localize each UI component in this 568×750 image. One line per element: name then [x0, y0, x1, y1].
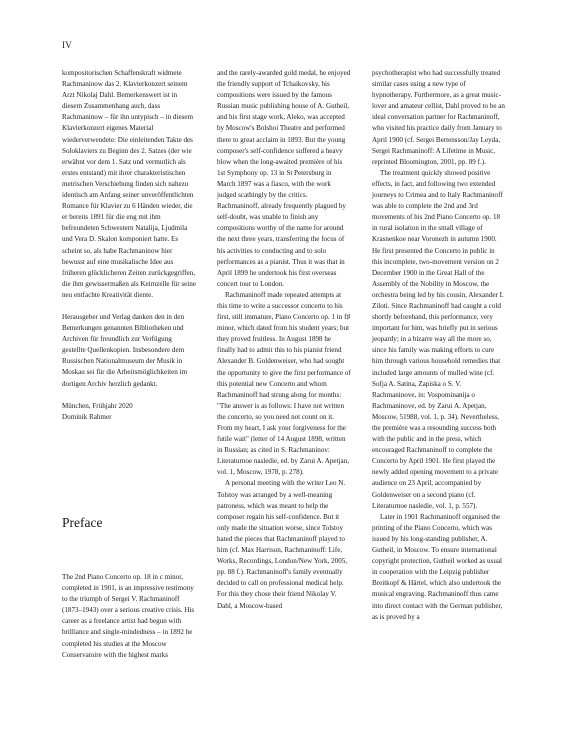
page-number: IV: [62, 40, 73, 50]
paragraph: Rachmaninoff made repeated attempts at this time to write a successor concerto to his first, still immature, Piano Concerto op. 1 in f♯ minor, which dated from his student years; but they proved fruitless. In August 1898 he finally had to admit this to his pianist friend Alexander B. Goldenweiser, who had sought the opportunity to give the first performance of this potential new Concerto and whom Rachmaninoff had strung along for months: "The answer is as follows: I have not written the concerto, so you need not count on it. From my heart, I ask your forgiveness for the futile wait" (letter of 14 August 1898, written in Russian; as cited in S. Rachmaninov: Literaturnoe nasledie, ed. by Zarui A. Apetjan, vol. 1, Moscow, 1978, p. 278).: [217, 290, 351, 477]
paragraph: Later in 1901 Rachmaninoff organised the printing of the Piano Concerto, which was issued by his long-standing publisher, A. Gutheil, in Moscow. To ensure international copyright protection, Gutheil worked as usual in cooperation with the Leipzig publisher Breitkopf & Härtel, which also undertook the musical engraving. Rachmaninoff thus came into direct contact with the German publisher, as is proved by a: [372, 512, 503, 621]
column-2: [217, 68, 351, 612]
paragraph: The 2nd Piano Concerto op. 18 in c minor, completed in 1901, is an impressive testimony to the triumph of Sergei V. Rachmaninoff (1873–1943) over a serious creative crisis. His career as a freelance artist had begun with brilliance and single-mindedness – in 1892 he completed his studies at the Moscow Conservatoire with the highest marks: [62, 573, 195, 659]
paragraph: psychotherapist who had successfully treated similar cases using a new type of hypnotherapy. Furthermore, as a great music-lover and amateur cellist, Dahl proved to be an ideal conversation partner for Rachmaninoff, who visited his practice daily from January to April 1900 (cf. Sergei Bertensson/Jay Leyda, Sergei Rachmaninoff: A Lifetime in Music, reprinted Bloomington, 2001, pp. 89 f.).: [372, 69, 505, 166]
paragraph: A personal meeting with the writer Leo N. Tolstoy was arranged by a well-meaning patroness, which was meant to help the composer regain his self-confidence. But it only made the situation worse, since Tolstoy hated the pieces that Rachmaninoff played to him (cf. Max Harrison, Rachmaninoff: Life, Works, Recordings, London/New York, 2005, pp. 88 f.). Rachmaninoff's family eventually decided to call on professional medical help. For this they chose their friend Nikolay V. Dahl, a Moscow-based: [217, 479, 348, 610]
paragraph: Herausgeber und Verlag danken den in den Bemerkungen genannten Bibliotheken und Archiven für freundlich zur Verfügung gestellte Quellenkopien. Insbesondere dem Russischen Nationalmuseum der Musik in Moskau sei für die Arbeitsmöglichkeiten im dortigen Archiv herzlich gedankt.: [62, 312, 188, 388]
paragraph: and the rarely-awarded gold medal, he enjoyed the friendly support of Tchaikovsky, his compositions were issued by the famous Russian music publishing house of A. Gutheil, and his first stage work, Aleko, was accepted by Moscow's Bolshoi Theatre and performed there to great acclaim in 1893. But the young composer's self-confidence suffered a heavy blow when the long-awaited première of his 1st Symphony op. 13 in St Petersburg in March 1897 was a fiasco, with the work judged scathingly by the critics. Rachmaninoff, already frequently plagued by self-doubt, was unable to finish any compositions worthy of the name for around the next three years, transferring the focus of his activities to conducting and to solo performances as a pianist. Thus it was that in April 1899 he undertook his first overseas concert tour to London.: [217, 69, 351, 288]
column-1-german: [62, 68, 196, 423]
column-3: [372, 68, 506, 623]
column-1-english: [62, 572, 196, 661]
section-heading: Preface: [62, 515, 103, 530]
author-name: Dominik Rahmer: [62, 412, 112, 421]
paragraph: The treatment quickly showed positive effects, in fact, and following two extended journeys to Crimea and to Italy Rachmaninoff was able to complete the 2nd and 3rd movements of his 2nd Piano Concerto op. 18 in rural isolation in the small village of Krasnenkoe near Voronezh in autumn 1900. He first presented the Concerto in public in this incomplete, two-movement version on 2 December 1900 in the Great Hall of the Assembly of the Nobility in Moscow, the orchestra being led by his cousin, Alexander I. Ziloti. Since Rachmaninoff had caught a cold shortly beforehand, this performance, very important for him, was briefly put in serious jeopardy; in a bizarre way all the more so, since his family was making efforts to cure him through various household remedies that included large amounts of mulled wine (cf. Sofja A. Satina, Zapiska o S. V. Rachmaninove, in: Vospominanija o Rachmaninove, ed. by Zarui A. Apetjan, Moscow, 51988, vol. 1, p. 34). Nevertheless, the première was a resounding success both with the public and in the press, which encouraged Rachmaninoff to complete the Concerto by April 1901. He first played the newly added opening movement to a private audience on 23 April, accompanied by Goldenweiser on a second piano (cf. Literaturnoe nasledie, vol. 1, p. 557).: [372, 168, 504, 510]
paragraph: kompositorischen Schaffenskraft widmete Rachmaninow das 2. Klavierkonzert seinem Arzt Nikolaj Dahl. Bemerkenswert ist in diesem Zusammenhang auch, dass Rachmaninow – für ihn untypisch – in diesem Klavierkonzert eigenes Material wiederverwendete: Die einleitenden Takte des Soloklaviers zu Beginn des 2. Satzes (der wie erwähnt vor dem 1. Satz und vermutlich als erstes entstand) mit ihrer charakteristischen metrischen Verschiebung finden sich nahezu identisch am Anfang seiner unveröffentlichten Romance für Klavier zu 6 Händen wieder, die er bereits 1891 für die eng mit ihm befreundeten Schwestern Natalija, Ljudmila und Vera D. Skalon komponiert hatte. Es scheint so, als habe Rachmaninow hier bewusst auf eine musikalische Idee aus früheren glücklicheren Zeiten zurückgegriffen, die ihm gewissermaßen als Keimzelle für seine neu entfachte Kreativität diente.: [62, 69, 196, 299]
place-date: München, Frühjahr 2020: [62, 401, 133, 410]
